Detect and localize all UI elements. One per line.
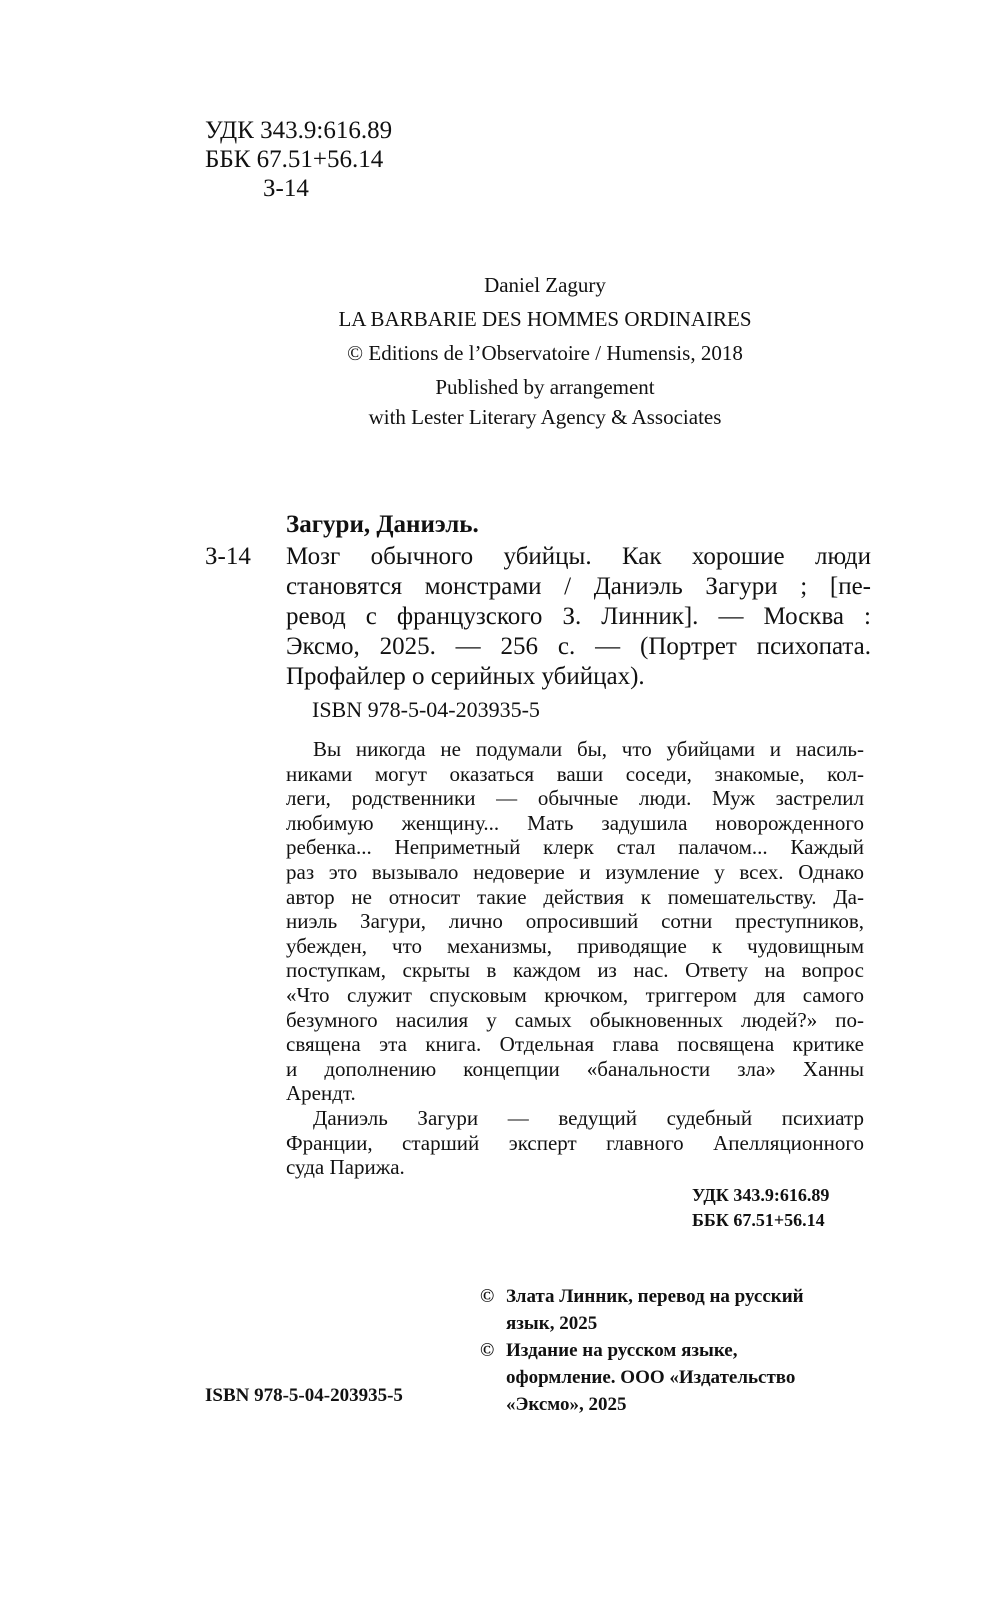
annotation-line: священа эта книга. Отдельная глава посвящена критике: [286, 1032, 864, 1057]
udk-code-bottom: УДК 343.9:616.89: [692, 1185, 830, 1205]
original-edition-info: [200, 268, 890, 431]
isbn-bottom: ISBN 978-5-04-203935-5: [205, 1385, 403, 1406]
copyright-symbol: ©: [480, 1340, 495, 1361]
annotation-line: ребенка... Неприметный клерк стал палачом... Каждый: [286, 835, 864, 860]
copyright-symbol: ©: [480, 1286, 495, 1307]
edition-copyright-cont: «Эксмо», 2025: [506, 1394, 627, 1415]
original-author: Daniel Zagury: [484, 273, 606, 297]
annotation-line: никами могут оказаться ваши соседи, знакомые, кол-: [286, 761, 864, 786]
original-copyright: © Editions de l’Observatoire / Humensis, 2018: [347, 341, 743, 365]
annotation: [286, 737, 864, 1180]
bibliographic-entry: [205, 510, 875, 692]
original-title: LA BARBARIE DES HOMMES ORDINAIRES: [338, 307, 752, 331]
publication-note: Published by arrangement: [435, 375, 655, 399]
edition-copyright: © Издание на русском языке,: [480, 1337, 804, 1364]
translation-copyright: © Злата Линник, перевод на русский: [480, 1283, 804, 1310]
annotation-line: Вы никогда не подумали бы, что убийцами и насиль-: [313, 737, 864, 761]
classification-codes: [205, 116, 392, 203]
annotation-line: автор не относит такие действия к помешательству. Да-: [286, 884, 864, 909]
udk-code: УДК 343.9:616.89: [205, 117, 393, 144]
annotation-line: леги, родственники — обычные люди. Муж застрелил: [286, 786, 864, 811]
entry-isbn: ISBN 978-5-04-203935-5: [312, 697, 540, 722]
annotation-line: любимую женщину... Мать задушила новорожденного: [286, 810, 864, 835]
description-line: ревод с французского З. Линник]. — Москва :: [286, 603, 871, 630]
edition-copyright-cont: оформление. ООО «Издательство: [506, 1367, 796, 1388]
description-line: Профайлер о серийных убийцах).: [286, 663, 645, 690]
annotation-line: Арендт.: [286, 1081, 356, 1106]
entry-code: З-14: [205, 543, 251, 570]
annotation-line: Даниэль Загури — ведущий судебный психиатр: [313, 1105, 864, 1130]
description-line: Мозг обычного убийцы. Как хорошие люди: [286, 543, 871, 570]
annotation-line: поступкам, скрыты в каждом из нас. Ответу на вопрос: [286, 958, 864, 983]
annotation-paragraph: [286, 1106, 864, 1180]
annotation-line: суда Парижа.: [286, 1155, 405, 1180]
annotation-line: и дополнению концепции «банальности зла» Ханны: [286, 1056, 864, 1081]
annotation-paragraph: [286, 737, 864, 1106]
entry-author: Загури, Даниэль.: [286, 511, 479, 538]
classification-codes-bottom: [692, 1183, 829, 1233]
entry-description: [286, 542, 871, 692]
description-line: становятся монстрами / Даниэль Загури ; [пе-: [286, 573, 871, 600]
bbk-code-bottom: ББК 67.51+56.14: [692, 1210, 825, 1230]
copyright-notices: [480, 1283, 804, 1418]
description-line: Эксмо, 2025. — 256 с. — (Портрет психопата.: [286, 633, 871, 660]
author-mark: З-14: [263, 175, 309, 202]
annotation-line: убежден, что механизмы, приводящие к чудовищным: [286, 933, 864, 958]
publication-agency: with Lester Literary Agency & Associates: [368, 405, 722, 429]
annotation-line: «Что служит спусковым крючком, триггером для самого: [286, 982, 864, 1007]
annotation-line: безумного насилия у самых обыкновенных людей?» по-: [286, 1007, 864, 1032]
annotation-line: раз это вызывало недоверие и изумление у всех. Однако: [286, 859, 864, 884]
translation-copyright-cont: язык, 2025: [506, 1313, 598, 1334]
annotation-line: Франции, старший эксперт главного Апелляционного: [286, 1130, 864, 1155]
annotation-line: ниэль Загури, лично опросивший сотни преступников,: [286, 909, 864, 934]
bbk-code: ББК 67.51+56.14: [205, 146, 384, 173]
